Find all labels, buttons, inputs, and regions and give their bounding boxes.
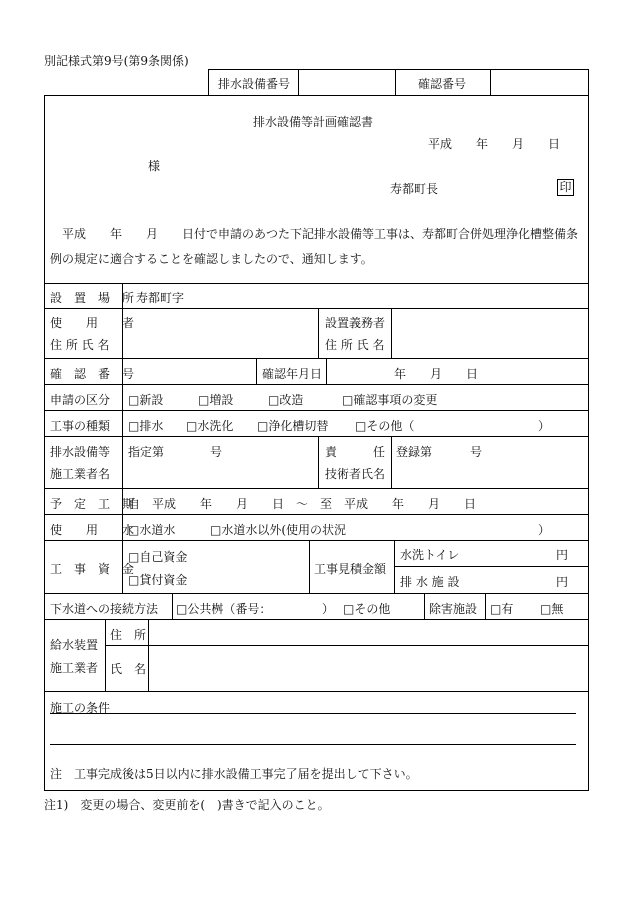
user-field[interactable]: [128, 312, 313, 354]
conditions-line: [50, 744, 576, 745]
sewer-option-public[interactable]: □公共桝（番号：: [176, 602, 272, 616]
application-type-label: 申請の区分: [50, 393, 111, 407]
sewer-option-other[interactable]: □その他: [343, 602, 391, 616]
application-option-modify[interactable]: □改造: [268, 393, 304, 407]
border: [395, 69, 396, 95]
water-option-close: ）: [538, 523, 551, 537]
water-option-tap[interactable]: □水道水: [128, 523, 176, 537]
location-value[interactable]: 寿都町字: [136, 291, 185, 305]
col-divider: [105, 619, 106, 691]
contractor-label: 排水設備等: [50, 445, 111, 459]
application-option-new[interactable]: □新設: [128, 393, 164, 407]
conditions-line: [50, 713, 576, 714]
frame-right: [588, 69, 589, 791]
col-divider: [394, 540, 395, 593]
work-option-septic[interactable]: □浄化槽切替: [257, 419, 329, 433]
work-type-label: 工事の種類: [50, 419, 111, 433]
engineer-label-a: 責: [325, 445, 338, 459]
confirm-date-value[interactable]: 年 月 日: [394, 367, 479, 381]
engineer-name-label: 技術者氏名: [325, 467, 386, 481]
frame-top: [44, 95, 588, 96]
row-divider: [44, 514, 588, 515]
row-divider: [44, 308, 588, 309]
col-divider: [309, 540, 310, 593]
water-option-other[interactable]: □水道水以外(使用の状況: [210, 523, 347, 537]
form-number: 別記様式第9号(第9条関係): [44, 54, 189, 68]
col-divider: [318, 436, 319, 488]
row-divider: [44, 436, 588, 437]
seal-stamp: 印: [557, 179, 574, 196]
row-divider: [44, 410, 588, 411]
drainage-cost-label: 排 水 施 設: [400, 575, 460, 589]
issuer: 寿都町長: [390, 182, 439, 196]
supply-contractor-label: 施工業者: [50, 661, 99, 675]
col-divider: [485, 593, 486, 619]
supply-address-label: 住 所: [110, 628, 147, 642]
col-divider: [391, 436, 392, 488]
confirm-number-field[interactable]: [497, 72, 582, 92]
registration-number-suffix: 号: [470, 445, 483, 459]
col-divider: [256, 358, 257, 384]
obligor-label: 設置義務者: [325, 316, 386, 330]
work-option-drain[interactable]: □排水: [128, 419, 164, 433]
body-text-line-1: 平成 年 月 日付で申請のあつた下記排水設備等工事は、寿都町合併処理浄化槽整備条: [62, 227, 579, 241]
row-divider: [44, 384, 588, 385]
supply-name-field[interactable]: [153, 650, 583, 686]
row-divider: [394, 566, 588, 567]
application-option-expand[interactable]: □増設: [198, 393, 234, 407]
obligor-field[interactable]: [396, 312, 584, 354]
obligor-label-address: 住 所 氏 名: [325, 338, 385, 352]
border: [490, 69, 491, 95]
drain-number-label: 排水設備番号: [218, 77, 291, 91]
contractor-name-label: 施工業者名: [50, 467, 111, 481]
col-divider: [318, 308, 319, 358]
row-divider: [44, 283, 588, 284]
funds-option-loan[interactable]: □貸付資金: [128, 573, 188, 587]
row-divider: [105, 645, 588, 646]
schedule-label: 予 定 工 期: [50, 497, 135, 511]
confirm-number-row-label: 確 認 番 号: [50, 367, 135, 381]
work-option-other[interactable]: □その他（: [355, 419, 415, 433]
work-option-flush[interactable]: □水洗化: [186, 419, 234, 433]
water-label: 使 用 水: [50, 523, 135, 537]
row-divider: [44, 691, 588, 692]
designated-number-suffix: 号: [210, 445, 223, 459]
confirm-number-row-field[interactable]: [128, 362, 250, 382]
funds-option-own[interactable]: □自己資金: [128, 550, 188, 564]
conditions-field[interactable]: [50, 716, 576, 742]
border: [208, 69, 588, 70]
conditions-label: 施工の条件: [50, 701, 111, 715]
document-title: 排水設備等計画確認書: [253, 115, 374, 129]
issue-date: 平成 年 月 日: [428, 137, 561, 151]
location-label: 設 置 場 所: [50, 291, 135, 305]
toilet-cost-label: 水洗トイレ: [400, 548, 460, 562]
supply-label: 給水装置: [50, 638, 99, 652]
row-divider: [44, 488, 588, 489]
engineer-label-b: 任: [373, 445, 386, 459]
estimate-label: 工事見積金額: [314, 562, 387, 576]
addressee: 様: [148, 159, 161, 173]
user-label: 使 用 者: [50, 316, 135, 330]
border: [208, 69, 209, 95]
user-label-address: 住 所 氏 名: [50, 338, 110, 352]
row-divider: [44, 358, 588, 359]
work-option-other-close: ）: [538, 419, 551, 433]
col-divider: [424, 593, 425, 619]
drain-number-field[interactable]: [305, 72, 390, 92]
col-divider: [391, 308, 392, 358]
yen-unit: 円: [556, 575, 569, 589]
confirm-date-label: 確認年月日: [262, 367, 323, 381]
sewer-option-close: ）: [322, 602, 335, 616]
supply-name-label: 氏 名: [110, 662, 147, 676]
sewer-connection-label: 下水道への接続方法: [50, 602, 159, 616]
funds-label: 工 事 資 金: [50, 562, 135, 576]
row-divider: [44, 619, 588, 620]
col-divider: [326, 358, 327, 384]
application-option-change[interactable]: □確認事項の変更: [342, 393, 438, 407]
designated-number-label: 指定第: [128, 445, 165, 459]
footnote: 注1) 変更の場合、変更前を( )書きで記入のこと。: [44, 798, 330, 812]
body-text-line-2: 例の規定に適合することを確認しましたので、通知します。: [50, 252, 373, 266]
harm-option-yes[interactable]: □有: [490, 602, 514, 616]
registration-number-label: 登録第: [396, 445, 433, 459]
harm-option-no[interactable]: □無: [540, 602, 564, 616]
col-divider: [172, 593, 173, 619]
completion-note: 注 工事完成後は5日以内に排水設備工事完了届を提出して下さい。: [50, 767, 418, 781]
row-divider: [44, 593, 588, 594]
confirm-number-label: 確認番号: [418, 77, 467, 91]
row-divider: [44, 540, 588, 541]
supply-address-field[interactable]: [153, 622, 583, 642]
harm-facility-label: 除害施設: [429, 602, 478, 616]
col-divider: [148, 619, 149, 691]
frame-bottom: [44, 790, 588, 791]
schedule-value[interactable]: 自 平成 年 月 日 ～ 至 平成 年 月 日: [128, 497, 477, 511]
frame-left: [44, 95, 45, 791]
yen-unit: 円: [556, 548, 569, 562]
border: [298, 69, 299, 95]
